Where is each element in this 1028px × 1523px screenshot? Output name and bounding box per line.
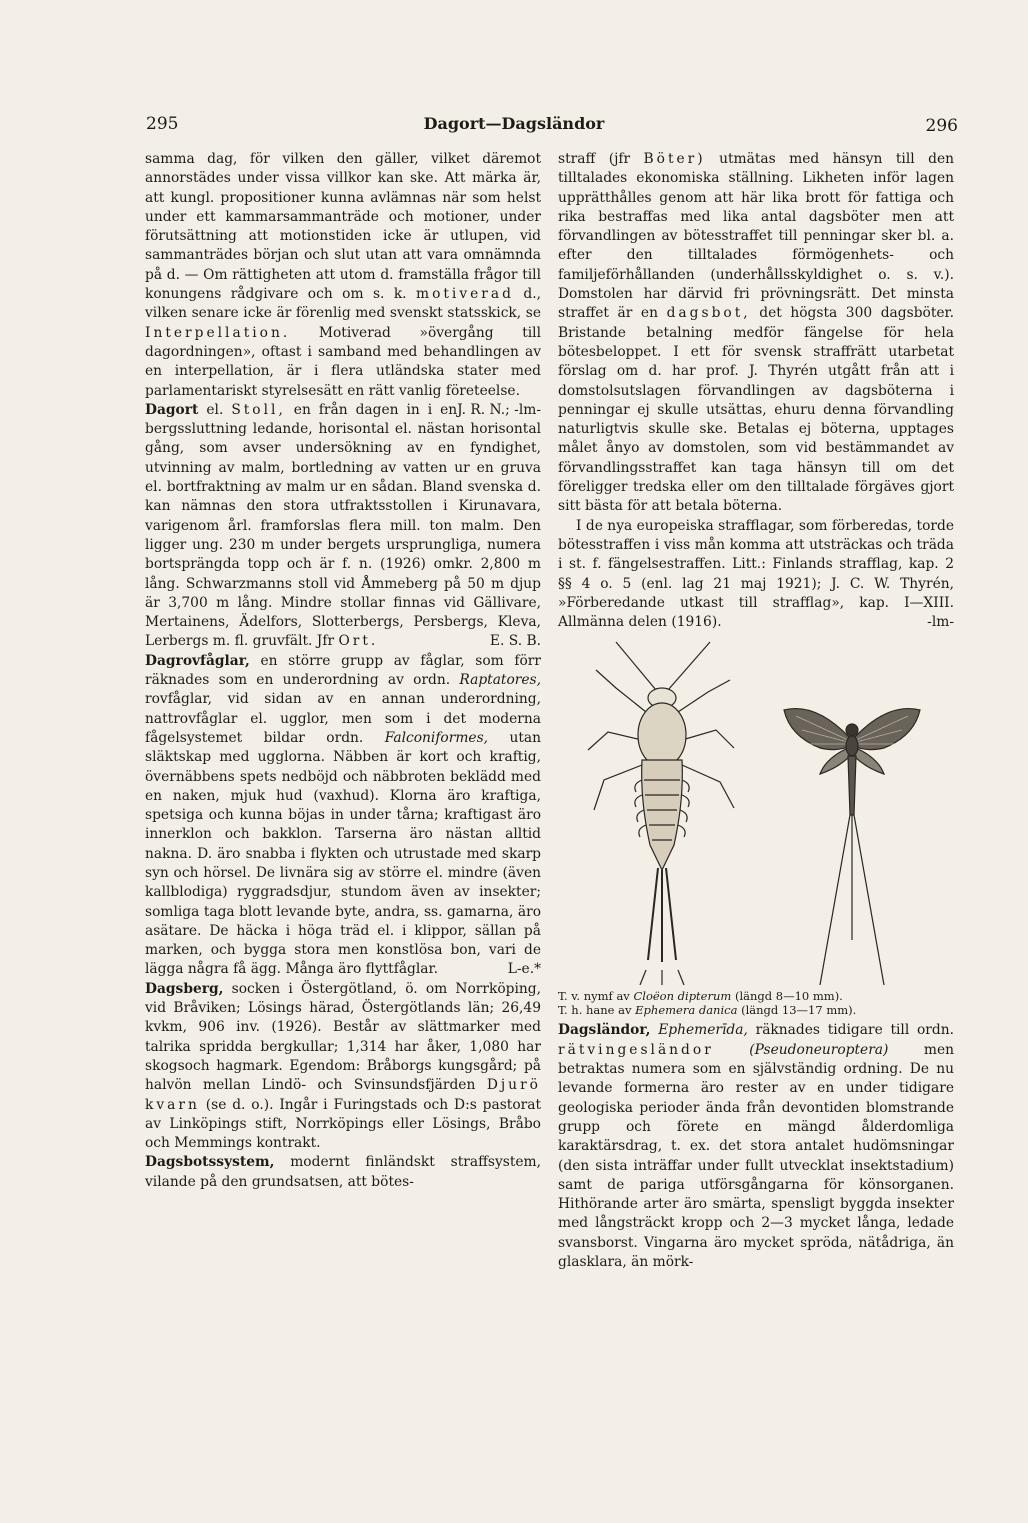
lemma-dagsberg: Dagsberg,: [145, 980, 224, 997]
lemma-dagslandor: Dagsländor,: [558, 1022, 651, 1039]
lemma-dagrovfaglar: Dagrovfåglar,: [145, 652, 250, 669]
entry-dagsberg: Dagsberg, socken i Östergötland, ö. om Norrköping, vid Bråviken; Lösings härad, Östergötlands län; 26,49 kvkm, 906 inv. (1926). Består av slättmarker med talrika spridda bergkullar; 1,314 har åker, 1,080 har skogsoch hagmark. Egendom: Bråborgs kungsgård; på halvön mellan Lindö- och Svinsundsfjärden Djurö kvarn (se d. o.). Ingår i Furingstads och D:s pastorat av Linköpings stift, Norrköpings eller Lösings, Bråbo och Memmings kontrakt.: [145, 980, 542, 1152]
left-column: [145, 150, 541, 1192]
entry-dagslandor: Dagsländor, Ephemerīda, räknades tidigare till ordn. rätvingesländor (Pseudoneuroptera) men betraktas numera som en självständig ordning. De nu levande formerna äro rester av en under tidigare geologiska perioder ända från devontiden blomstrande grupp och förete en mängd ålderdomliga karaktärsdrag, t. ex. det stora antalet hudömsningar (den sista inträffar under fullt utvecklat insektstadium) samt de pariga utförsgångarna för könsorganen. Hithörande arter äro smärta, spensligt byggda insekter med långsträckt kropp och 2—3 mycket långa, ledade svansborst. Vingarna äro mycket spröda, nätådriga, än glasklara, än mörk-: [558, 1022, 955, 1270]
mayfly-drawing: [558, 640, 954, 985]
lemma-dagort: Dagort: [145, 401, 199, 418]
paragraph-dagordning-cont: samma dag, för vilken den gäller, vilket däremot annorstädes under vissa villkor kan ske. Att märka är, att kungl. propositioner kunna avlämnas när som helst under ett kammarsammanträde och motioner, under förutsättning att motionstiden icke är utlupen, vid sammanträdes början och slut utan att vara omnämnda på d. — Om rättigheten att utom d. framställa frågor till konungens rådgivare och om s. k. motiverad d., vilken senare icke är förenlig med svenskt statsskick, se Interpellation. Motiverad »övergång till dagordningen», oftast i samband med behandlingen av en interpellation, är i flera utländska stater med parlamentariskt styrelsesätt en rätt vanlig företeelse. J. R. N.; -lm-: [145, 150, 541, 401]
figure-caption: [558, 989, 954, 1017]
signature: L-e.*: [507, 961, 541, 978]
running-title: Dagort—Dagsländor: [423, 114, 605, 133]
right-column: [558, 150, 954, 1272]
paragraph-dagsbot-cont: straff (jfr Böter) utmätas med hänsyn till den tilltalades ekonomiska ställning. Likheten inför lagen upprätthålles genom att här lika brott för fattiga och rika bestraffas med lika antal dagsböter men att förvandlingen av bötesstraffet till penningar sker bl. a. efter den tilltalades förmögenhets- och familjeförhållanden (underhållsskyldighet o. s. v.). Domstolen har därvid fri prövningsrätt. Det minsta straffet är en dagsbot, det högsta 300 dagsböter. Bristande betalning medför fängelse för hela bötesbeloppet. I ett för svensk straffrätt utarbetat förslag om d. har prof. J. Thyrén utgått från att i domstolsutslagen förvandlingen av dagsböterna i penningar ej skulle utsättas, ehuru denna förvandling naturligtvis skulle ske. Betalas ej böterna, upptages målet ånyo av domstolen, som vid bestämmandet av förvandlingsstraffet kan taga hänsyn till om det föreligger tredska eller om den tilltalade förgäves gjort sitt bästa för att betala böterna.: [558, 151, 955, 515]
entry-dagsbotssystem: Dagsbotssystem, modernt finländskt straffsystem, vilande på den grundsatsen, att bötes-: [145, 1154, 542, 1190]
entry-dagrovfaglar: Dagrovfåglar, en större grupp av fåglar, som förr räknades som en underordning av ordn. Raptatores, rovfåglar, vid sidan av en annan underordning, nattrovfåglar el. ugglor, men som i det moderna fågelsystemet bildar ordn. Falconiformes, utan släktskap med ugglorna. Näbben är kort och kraftig, övernäbbens spets nedböjd och näbbroten beklädd med en naken, mjuk hud (vaxhud). Klorna äro kraftiga, spetsiga och kunna böjas in under tårna; kraftigast äro innerklon och bakklon. Tarserna äro nästan alltid nakna. D. äro snabba i flykten och utrustade med skarp syn och hörsel. De livnära sig av större el. mindre (även kallblodiga) ryggradsdjur, stundom även av insekter; somliga taga blott levande byte, andra, ss. gamarna, äro asätare. De häcka i höga träd el. i klippor, sällan på marken, och bygga stora men konstlösa bon, vari de lägga några få ägg. Många äro flyttfåglar. L-e.*: [145, 652, 541, 980]
entry-dagort: Dagort el. Stoll, en från dagen in i en bergssluttning ledande, horisontal el. nästan horisontal gång, som avser undersökning av en fyndighet, utvinning av malm, bortledning av vatten ur en gruva el. bortfraktning av malm ur en sådan. Bland svenska d. kan nämnas den stora utfraktsstollen i Kirunavara, varigenom årl. framforslas flera mill. ton malm. Den ligger ung. 230 m under bergets ursprungliga, numera bortsprängda topp och är f. n. (1926) omkr. 2,800 m lång. Schwarzmanns stoll vid Åmmeberg på 50 m djup är 3,700 m lång. Mindre stollar finnas vid Gällivare, Mertainens, Ädelfors, Slotterbergs, Persbergs, Kleva, Lerbergs m. fl. gruvfält. Jfr Ort. E. S. B.: [145, 401, 541, 652]
page-number-left: 295: [146, 114, 179, 134]
signature: E. S. B.: [489, 633, 541, 650]
nymph-figure: [588, 642, 734, 985]
caption-line-adult: T. h. hane av Ephemera danica (längd 13—17 mm).: [558, 1003, 857, 1018]
signature: J. R. N.; -lm-: [457, 401, 541, 418]
lemma-dagsbotssystem: Dagsbotssystem,: [145, 1154, 275, 1171]
paragraph-strafflagar: I de nya europeiska strafflagar, som förberedas, torde bötesstraffen i viss mån komma att utsträckas och träda i st. f. fängelsestraffen. Litt.: Finlands strafflag, kap. 2 §§ 4 o. 5 (enl. lag 21 maj 1921); J. C. W. Thyrén, »Förberedande utkast till strafflag», kap. I—XIII. Allmänna delen (1916). -lm-: [558, 517, 954, 633]
signature: -lm-: [927, 614, 954, 631]
page-number-right: 296: [925, 116, 958, 136]
mayfly-illustration: [558, 640, 954, 985]
adult-mayfly-figure: [784, 709, 920, 985]
caption-line-nymph: T. v. nymf av Cloëon dipterum (längd 8—10 mm).: [558, 989, 843, 1004]
running-header: [0, 114, 1028, 144]
